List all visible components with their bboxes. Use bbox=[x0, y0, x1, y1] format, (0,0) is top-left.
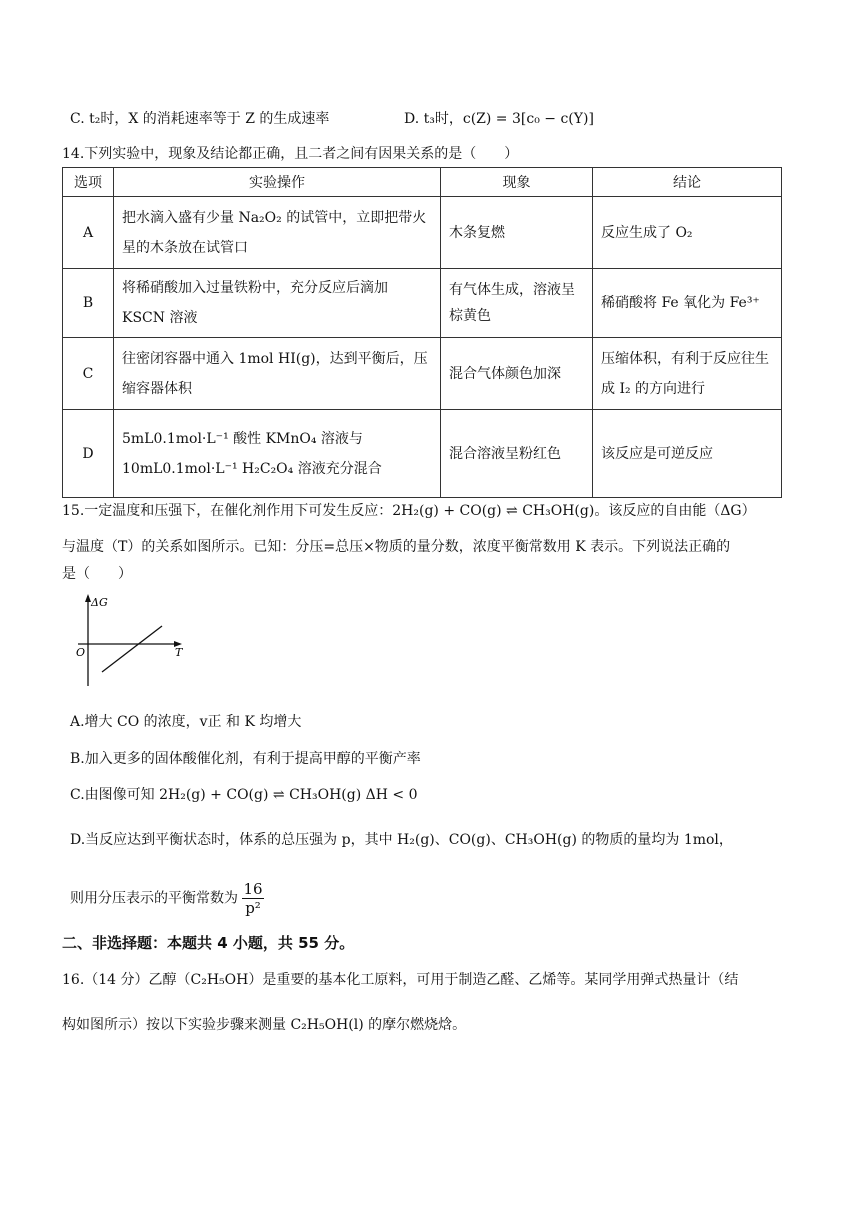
x-axis-label: T bbox=[175, 646, 183, 659]
section-heading: 二、非选择题：本题共 4 小题，共 55 分。 bbox=[62, 934, 355, 952]
row-phenomenon: 混合气体颜色加深 bbox=[441, 338, 593, 410]
row-conclusion: 压缩体积，有利于反应往生成 I₂ 的方向进行 bbox=[593, 338, 782, 410]
q15-option-d-line1: D.当反应达到平衡状态时，体系的总压强为 p，其中 H₂(g)、CO(g)、CH₃OH(g) 的物质的量均为 1mol， bbox=[70, 832, 733, 848]
row-phenomenon: 混合溶液呈粉红色 bbox=[441, 410, 593, 498]
row-phenomenon: 有气体生成，溶液呈棕黄色 bbox=[441, 269, 593, 338]
q15-stem-line3: 是（ ） bbox=[62, 566, 132, 582]
q14-stem: 14.下列实验中，现象及结论都正确，且二者之间有因果关系的是（ ） bbox=[62, 146, 519, 162]
row-conclusion: 稀硝酸将 Fe 氧化为 Fe³⁺ bbox=[593, 269, 782, 338]
header-option: 选项 bbox=[63, 168, 114, 197]
header-conclusion: 结论 bbox=[593, 168, 782, 197]
table-row bbox=[63, 338, 782, 410]
table-row bbox=[63, 269, 782, 338]
q16-line1: 16.（14 分）乙醇（C₂H₅OH）是重要的基本化工原料，可用于制造乙醛、乙烯等。某同学用弹式热量计（结 bbox=[62, 972, 739, 988]
q16-line2: 构如图所示）按以下实验步骤来测量 C₂H₅OH(l) 的摩尔燃烧焓。 bbox=[62, 1017, 467, 1033]
q13-option-c: C. t₂时，X 的消耗速率等于 Z 的生成速率 bbox=[70, 111, 330, 127]
q15-option-d-line2 bbox=[70, 880, 264, 917]
equilibrium-constant-fraction bbox=[242, 880, 263, 917]
row-option: C bbox=[63, 338, 114, 410]
header-operation: 实验操作 bbox=[114, 168, 441, 197]
row-operation: 5mL0.1mol·L⁻¹ 酸性 KMnO₄ 溶液与 10mL0.1mol·L⁻¹ H₂C₂O₄ 溶液充分混合 bbox=[114, 410, 441, 498]
delta-g-line bbox=[102, 626, 162, 672]
row-conclusion: 该反应是可逆反应 bbox=[593, 410, 782, 498]
origin-label: O bbox=[76, 646, 86, 659]
q14-table bbox=[62, 167, 782, 498]
row-operation: 往密闭容器中通入 1mol HI(g)，达到平衡后，压缩容器体积 bbox=[114, 338, 441, 410]
row-operation: 将稀硝酸加入过量铁粉中，充分反应后滴加 KSCN 溶液 bbox=[114, 269, 441, 338]
q15-option-b: B.加入更多的固体酸催化剂，有利于提高甲醇的平衡产率 bbox=[70, 751, 421, 767]
fraction-denominator: p² bbox=[245, 899, 261, 917]
row-option: B bbox=[63, 269, 114, 338]
fraction-numerator: 16 bbox=[243, 880, 263, 898]
row-option: D bbox=[63, 410, 114, 498]
q15-stem-line1: 15.一定温度和压强下，在催化剂作用下可发生反应：2H₂(g) + CO(g) ⇌ CH₃OH(g)。该反应的自由能（ΔG） bbox=[62, 503, 756, 519]
table-row bbox=[63, 197, 782, 269]
table-row bbox=[63, 410, 782, 498]
delta-g-vs-t-graph bbox=[70, 592, 195, 690]
q13-option-d: D. t₃时，c(Z) = 3[c₀ − c(Y)] bbox=[404, 111, 594, 127]
y-axis-label: ΔG bbox=[91, 596, 108, 609]
table-header-row bbox=[63, 168, 782, 197]
q15-option-d-text: 则用分压表示的平衡常数为 bbox=[70, 890, 238, 907]
row-phenomenon: 木条复燃 bbox=[441, 197, 593, 269]
q15-option-c: C.由图像可知 2H₂(g) + CO(g) ⇌ CH₃OH(g) ΔH < 0 bbox=[70, 787, 418, 803]
header-phenomenon: 现象 bbox=[441, 168, 593, 197]
row-conclusion: 反应生成了 O₂ bbox=[593, 197, 782, 269]
row-option: A bbox=[63, 197, 114, 269]
q15-stem-line2: 与温度（T）的关系如图所示。已知：分压=总压×物质的量分数，浓度平衡常数用 K 表示。下列说法正确的 bbox=[62, 539, 731, 555]
row-operation: 把水滴入盛有少量 Na₂O₂ 的试管中，立即把带火星的木条放在试管口 bbox=[114, 197, 441, 269]
q15-option-a: A.增大 CO 的浓度，v正 和 K 均增大 bbox=[70, 714, 302, 730]
